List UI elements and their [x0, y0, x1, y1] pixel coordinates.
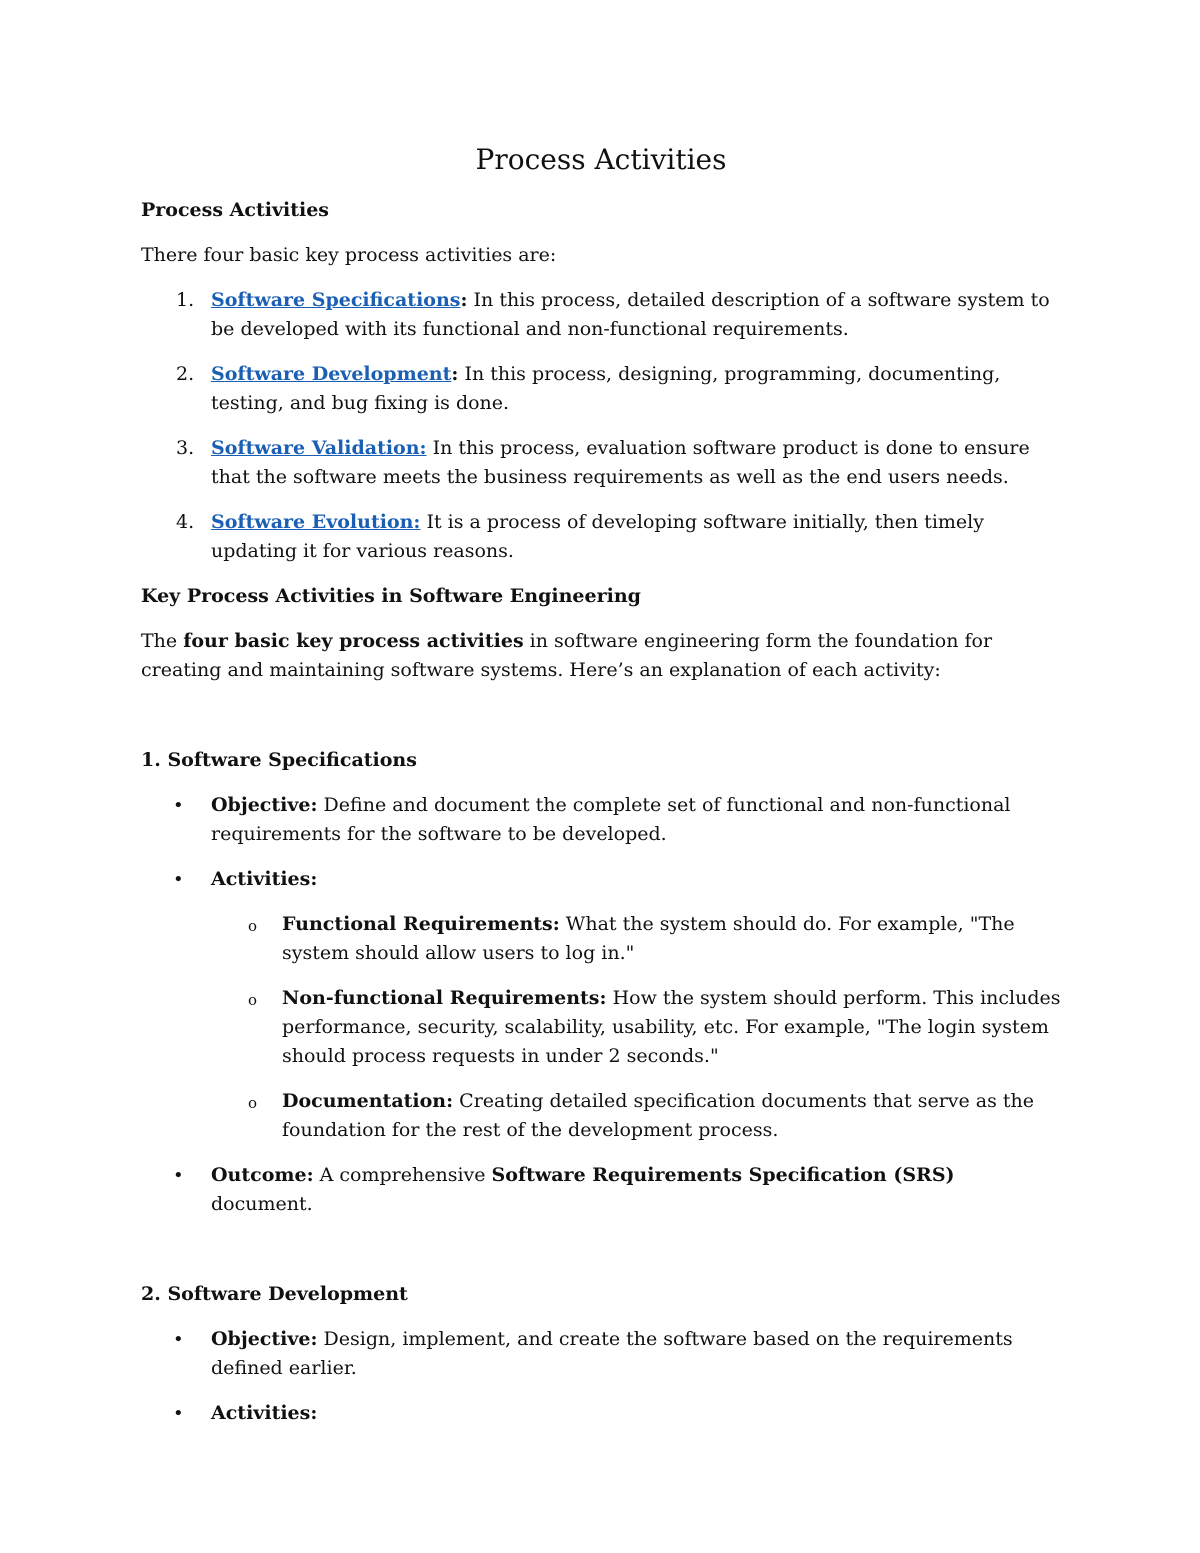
section-heading-key-activities: Key Process Activities in Software Engineering [141, 585, 641, 607]
list-item [141, 1161, 1061, 1219]
bullet-icon: • [173, 1403, 184, 1424]
list-item-text: In this process, detailed description of a software system to be developed with its functional and non-functional requirements. [211, 289, 1050, 340]
list-item [141, 791, 1061, 849]
list-item [141, 434, 1061, 492]
list-item [141, 865, 1061, 1145]
document-body [141, 140, 1061, 1428]
sub-list-item [211, 910, 1061, 968]
sub-item-text: Creating detailed specification documents that serve as the foundation for the rest of the development process. [282, 1090, 1035, 1141]
text-run: in software engineering form the foundation for creating and maintaining software systems. Here’s an explanation of each activity: [141, 630, 993, 681]
sub-item-text: How the system should perform. This includes performance, security, scalability, usability, etc. For example, "The login system should process requests in under 2 seconds." [282, 987, 1061, 1067]
activities-label: Activities: [211, 1402, 318, 1424]
section-heading-software-development: 2. Software Development [141, 1283, 408, 1305]
link-software-specifications[interactable]: Software Specifications [211, 289, 461, 311]
key-paragraph [141, 627, 1061, 685]
list-item-text: In this process, designing, programming, documenting, testing, and bug fixing is done. [211, 363, 1001, 414]
list-number: 4. [176, 511, 195, 533]
intro-lead: There four basic key process activities are: [141, 244, 557, 266]
text-run: A comprehensive [313, 1164, 492, 1186]
page-title: Process Activities [475, 143, 727, 176]
bullet-icon: • [173, 869, 184, 890]
list-item [141, 360, 1061, 418]
objective-text: Design, implement, and create the software based on the requirements defined earlier. [211, 1328, 1013, 1379]
list-number: 1. [176, 289, 195, 311]
process-activities-list [141, 286, 1061, 566]
bold-text: Software Requirements Specification (SRS) [491, 1164, 955, 1186]
list-number: 2. [176, 363, 195, 385]
link-software-validation[interactable]: Software Validation: [211, 437, 427, 459]
link-software-development[interactable]: Software Development [211, 363, 452, 385]
activities-label: Activities: [211, 868, 318, 890]
label-separator: : [460, 289, 468, 311]
circle-bullet-icon: o [248, 1094, 258, 1112]
text-run: The [141, 630, 184, 652]
outcome-label: Outcome: [211, 1164, 314, 1186]
sub-list-item [211, 984, 1061, 1071]
link-software-evolution[interactable]: Software Evolution: [211, 511, 421, 533]
sub-item-label: Non-functional Requirements: [282, 987, 607, 1009]
bold-text: four basic key process activities [183, 630, 524, 652]
sub-item-label: Functional Requirements: [282, 913, 560, 935]
circle-bullet-icon: o [248, 917, 258, 935]
sub-item-text: What the system should do. For example, "The system should allow users to log in." [282, 913, 1015, 964]
list-item-text: In this process, evaluation software product is done to ensure that the software meets the business requirements as well as the end users needs. [211, 437, 1030, 488]
section-heading-software-specifications: 1. Software Specifications [141, 749, 417, 771]
list-item [141, 1399, 1061, 1428]
list-item-text: It is a process of developing software initially, then timely updating it for various reasons. [211, 511, 984, 562]
dev-bullet-list [141, 1325, 1061, 1428]
list-item [141, 286, 1061, 344]
objective-label: Objective: [211, 794, 318, 816]
sub-item-label: Documentation: [282, 1090, 454, 1112]
sub-list-item [211, 1087, 1061, 1145]
circle-bullet-icon: o [248, 991, 258, 1009]
list-number: 3. [176, 437, 195, 459]
list-item [141, 508, 1061, 566]
objective-text: Define and document the complete set of functional and non-functional requirements for the software to be developed. [211, 794, 1011, 845]
bullet-icon: • [173, 1165, 184, 1186]
activities-sub-list [211, 910, 1061, 1145]
bullet-icon: • [173, 795, 184, 816]
spec-bullet-list [141, 791, 1061, 1219]
label-separator: : [451, 363, 459, 385]
section-heading-process-activities: Process Activities [141, 199, 329, 221]
objective-label: Objective: [211, 1328, 318, 1350]
list-item [141, 1325, 1061, 1383]
text-run: document. [211, 1193, 313, 1215]
bullet-icon: • [173, 1329, 184, 1350]
